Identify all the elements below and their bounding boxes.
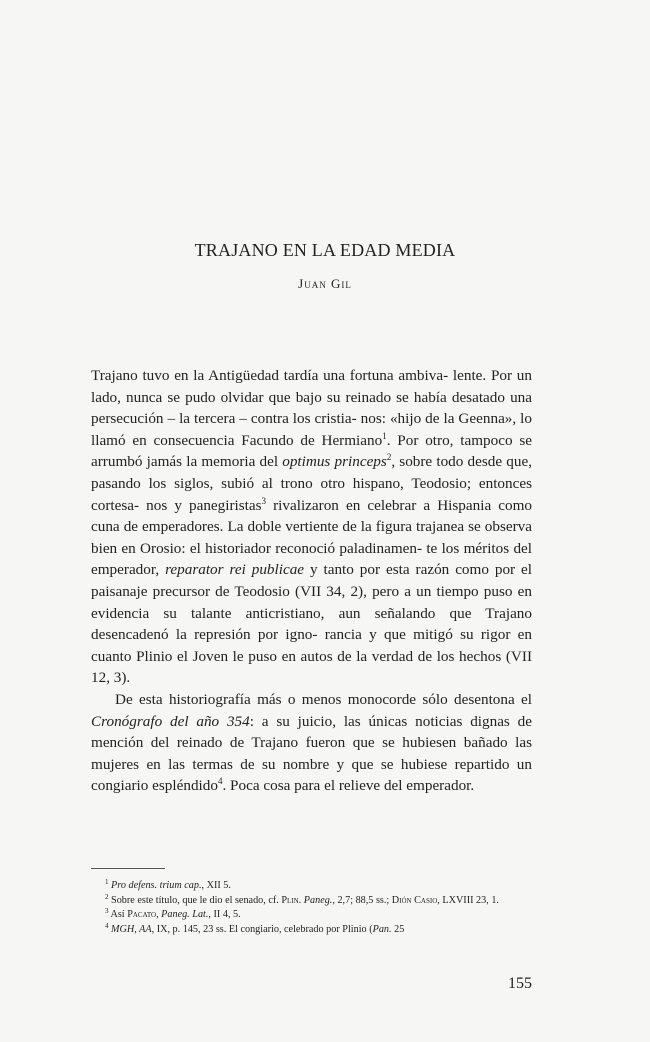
footnote-ref-2: 2 (386, 452, 392, 463)
p1-text-d: rivalizaron en celebrar a Hispania como cuna de emperadores. La doble vertiente de la figura trajanea se observa bien en Orosio: el historiador reconoció paladinamen- te los méritos del emperador, (91, 496, 533, 579)
footnote-divider (91, 868, 165, 869)
footnote-2-author-plin: Plin. (281, 894, 302, 906)
footnote-3 (91, 908, 532, 923)
footnote-4-text-b: 25 (391, 923, 405, 935)
footnote-1 (91, 879, 532, 894)
paragraph-2 (91, 689, 532, 797)
footnote-3-italic: Paneg. Lat. (161, 909, 209, 921)
footnote-3-text-a: Así (110, 909, 128, 921)
footnote-4-number: 4 (105, 921, 109, 930)
p1-text-b: . Por otro, tampoco se arrumbó jamás la memoria del (91, 431, 532, 471)
p2-text-a: De esta historiografía más o menos monocorde sólo desentona el (115, 690, 532, 708)
p1-italic-optimus: optimus princeps (282, 453, 387, 471)
p2-italic-cronografo: Cronógrafo del año 354 (91, 712, 250, 730)
page-number: 155 (508, 975, 532, 992)
footnote-3-text-b: , II 4, 5. (208, 909, 241, 921)
body-text (91, 365, 532, 797)
footnote-2 (91, 894, 532, 909)
footnote-2-text-b: , 2,7; 88,5 ss.; (332, 894, 392, 906)
footnotes (91, 879, 532, 937)
footnote-4-italic: MGH, AA (111, 923, 152, 935)
article-title: TRAJANO EN LA EDAD MEDIA (194, 240, 456, 260)
footnote-ref-3: 3 (261, 495, 267, 506)
p1-text-a: Trajano tuvo en la Antigüedad tardía una fortuna ambiva- lente. Por un lado, nunca se pudo olvidar que bajo su reinado se había desatado una persecución – la tercera – contra los cristia- nos: «hijo de la Geenna», lo llamó en consecuencia Facundo de Hermiano (91, 367, 532, 449)
author-name-text: Juan Gil (298, 276, 352, 291)
footnote-4 (91, 923, 532, 938)
footnote-1-text: , XII 5. (201, 880, 231, 891)
paragraph-1 (91, 365, 532, 689)
footnote-ref-1: 1 (382, 430, 387, 441)
p1-text-e: y tanto por esta razón como por el paisanaje precursor de Teodosio (VII 34, 2), pero a un tiempo puso en evidencia su talante anticristiano, aun señalando que Trajano desencadenó la represión por igno- rancia y que mitigó su rigor en cuanto Plinio el Joven le puso en autos de la verdad de los hechos (VII 12, 3). (91, 561, 533, 687)
author-name (0, 276, 650, 292)
footnote-1-italic: Pro defens. trium cap. (111, 880, 202, 891)
footnote-2-text-c: , LXVIII 23, 1. (437, 894, 499, 906)
footnote-2-text-a: Sobre este título, que le dio el senado, cf. (111, 894, 282, 906)
footnote-3-author: Pacato (127, 909, 157, 921)
p2-text-c: . Poca cosa para el relieve del emperador. (222, 777, 475, 795)
footnote-ref-4: 4 (217, 776, 223, 787)
footnote-3-number: 3 (105, 907, 109, 916)
footnote-2-italic: Paneg. (303, 894, 333, 906)
footnote-3-sep: , (156, 909, 162, 921)
p1-italic-reparator: reparator rei publicae (165, 561, 305, 579)
footnote-2-number: 2 (105, 892, 109, 901)
footnote-2-author-dion: Dión Casio (391, 894, 438, 906)
p1-text-c: , sobre todo desde que, pasando los siglos, subió al trono otro hispano, Teodosio; entonces cortesa- nos y panegiristas (91, 453, 532, 514)
p2-text-b: : a su juicio, las únicas noticias dignas de mención del reinado de Trajano fueron que se hubiesen bañado las mujeres en las termas de su nombre y que se hubiese repartido un congiario espléndido (91, 712, 532, 795)
footnote-4-text-a: , IX, p. 145, 23 ss. El congiario, celebrado por Plinio ( (151, 923, 373, 935)
footnote-4-italic-pan: Pan. (372, 923, 392, 935)
footnote-1-number: 1 (105, 878, 109, 886)
